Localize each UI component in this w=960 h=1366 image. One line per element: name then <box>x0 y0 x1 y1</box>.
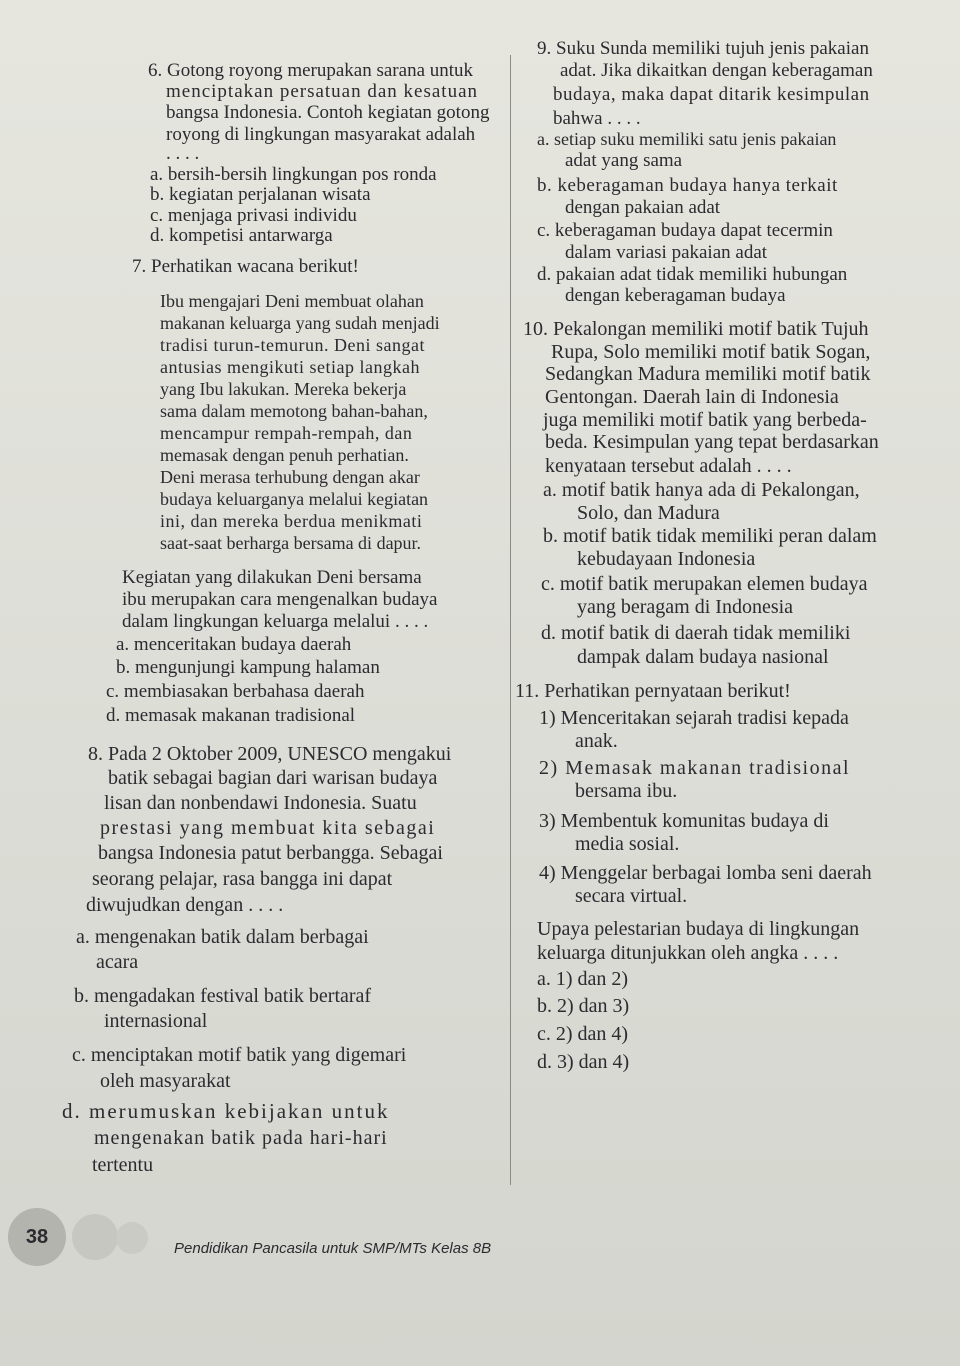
q6-stem-line: . . . . <box>166 143 200 164</box>
q10-stem-line: Sedangkan Madura memiliki motif batik <box>545 363 871 385</box>
decorative-circle <box>72 1214 118 1260</box>
q6-option-b[interactable]: b. kegiatan perjalanan wisata <box>150 184 371 205</box>
q11-question-line: Upaya pelestarian budaya di lingkungan <box>537 918 860 940</box>
q10-stem-line: 10. Pekalongan memiliki motif batik Tujuh <box>523 318 869 340</box>
q7-passage-line: ini, dan mereka berdua menikmati <box>160 511 423 531</box>
q9-option-a[interactable]: a. setiap suku memiliki satu jenis pakaian <box>537 129 837 149</box>
q10-option-d-cont: dampak dalam budaya nasional <box>577 646 829 668</box>
q7-passage-line: sama dalam memotong bahan-bahan, <box>160 401 428 421</box>
q11-option-c[interactable]: c. 2) dan 4) <box>537 1023 629 1045</box>
q11-statement-4: 4) Menggelar berbagai lomba seni daerah <box>539 862 872 884</box>
q10-stem-line: beda. Kesimpulan yang tepat berdasarkan <box>545 431 879 453</box>
q6-option-c[interactable]: c. menjaga privasi individu <box>150 205 357 226</box>
q10-stem-line: kenyataan tersebut adalah . . . . <box>545 455 792 477</box>
q7-option-b[interactable]: b. mengunjungi kampung halaman <box>116 657 380 678</box>
q6-stem-line: royong di lingkungan masyarakat adalah <box>166 124 476 145</box>
q7-stem: 7. Perhatikan wacana berikut! <box>132 256 359 277</box>
q9-stem-line: 9. Suku Sunda memiliki tujuh jenis pakaian <box>537 38 869 59</box>
q10-option-c-cont: yang beragam di Indonesia <box>577 596 794 618</box>
q10-option-b[interactable]: b. motif batik tidak memiliki peran dalam <box>543 525 877 547</box>
q6-stem-line: bangsa Indonesia. Contoh kegiatan gotong <box>166 102 490 123</box>
q11-statement-3: 3) Membentuk komunitas budaya di <box>539 810 829 832</box>
q10-option-b-cont: kebudayaan Indonesia <box>577 548 756 570</box>
q7-passage-line: makanan keluarga yang sudah menjadi <box>160 313 440 333</box>
q8-option-b[interactable]: b. mengadakan festival batik bertaraf <box>74 985 372 1007</box>
q7-option-a[interactable]: a. menceritakan budaya daerah <box>116 634 352 655</box>
q9-stem-line: adat. Jika dikaitkan dengan keberagaman <box>560 60 873 81</box>
q9-option-c-cont: dalam variasi pakaian adat <box>565 242 768 263</box>
q10-option-a-cont: Solo, dan Madura <box>577 502 720 524</box>
q8-option-c-cont: oleh masyarakat <box>100 1070 231 1092</box>
q8-stem-line: batik sebagai bagian dari warisan budaya <box>108 767 438 789</box>
q8-option-d-cont: mengenakan batik pada hari-hari <box>94 1127 388 1149</box>
q8-stem-line: seorang pelajar, rasa bangga ini dapat <box>92 868 393 890</box>
decorative-circle <box>116 1222 148 1254</box>
q6-option-d[interactable]: d. kompetisi antarwarga <box>150 225 333 246</box>
q7-passage-line: memasak dengan penuh perhatian. <box>160 445 409 465</box>
q8-option-a-cont: acara <box>96 951 139 973</box>
page-number: 38 <box>8 1208 66 1266</box>
q8-option-b-cont: internasional <box>104 1010 208 1032</box>
q10-stem-line: Rupa, Solo memiliki motif batik Sogan, <box>551 341 871 363</box>
q8-stem-line: prestasi yang membuat kita sebagai <box>100 817 436 839</box>
q8-stem-line: bangsa Indonesia patut berbangga. Sebagai <box>98 842 443 864</box>
q11-stem: 11. Perhatikan pernyataan berikut! <box>515 680 791 702</box>
q9-option-b[interactable]: b. keberagaman budaya hanya terkait <box>537 175 838 196</box>
q7-passage-line: antusias mengikuti setiap langkah <box>160 357 420 377</box>
q9-stem-line: budaya, maka dapat ditarik kesimpulan <box>553 84 870 105</box>
q8-option-c[interactable]: c. menciptakan motif batik yang digemari <box>72 1044 407 1066</box>
q11-statement-4-cont: secara virtual. <box>575 885 688 907</box>
q6-option-a[interactable]: a. bersih-bersih lingkungan pos ronda <box>150 164 437 185</box>
q7-passage-line: Deni merasa terhubung dengan akar <box>160 467 420 487</box>
q11-option-a[interactable]: a. 1) dan 2) <box>537 968 629 990</box>
q7-question-line: Kegiatan yang dilakukan Deni bersama <box>122 567 422 588</box>
q8-option-d-cont: tertentu <box>92 1154 154 1176</box>
q6-stem-line: menciptakan persatuan dan kesatuan <box>166 81 479 102</box>
q10-stem-line: Gentongan. Daerah lain di Indonesia <box>545 386 839 408</box>
q9-option-b-cont: dengan pakaian adat <box>565 197 721 218</box>
q10-stem-line: juga memiliki motif batik yang berbeda- <box>543 409 867 431</box>
q11-statement-2: 2) Memasak makanan tradisional <box>539 757 851 779</box>
q7-passage-line: mencampur rempah-rempah, dan <box>160 423 413 443</box>
q7-passage-line: budaya keluarganya melalui kegiatan <box>160 489 429 509</box>
q7-passage-line: yang Ibu lakukan. Mereka bekerja <box>160 379 407 399</box>
q11-option-b[interactable]: b. 2) dan 3) <box>537 995 630 1017</box>
q6-stem-line: 6. Gotong royong merupakan sarana untuk <box>148 60 474 81</box>
q11-question-line: keluarga ditunjukkan oleh angka . . . . <box>537 942 839 964</box>
q11-statement-2-cont: bersama ibu. <box>575 780 678 802</box>
column-divider <box>510 55 511 1185</box>
q11-statement-1: 1) Menceritakan sejarah tradisi kepada <box>539 707 849 729</box>
q7-passage-line: saat-saat berharga bersama di dapur. <box>160 533 422 553</box>
q8-option-a[interactable]: a. mengenakan batik dalam berbagai <box>76 926 369 948</box>
q9-stem-line: bahwa . . . . <box>553 108 641 129</box>
q7-question-line: dalam lingkungan keluarga melalui . . . . <box>122 611 429 632</box>
q9-option-c[interactable]: c. keberagaman budaya dapat tecermin <box>537 220 833 241</box>
q8-stem-line: lisan dan nonbendawi Indonesia. Suatu <box>104 792 417 814</box>
q10-option-c[interactable]: c. motif batik merupakan elemen budaya <box>541 573 868 595</box>
q11-option-d[interactable]: d. 3) dan 4) <box>537 1051 630 1073</box>
q9-option-a-cont: adat yang sama <box>565 150 683 171</box>
q8-stem-line: 8. Pada 2 Oktober 2009, UNESCO mengakui <box>88 743 452 765</box>
q11-statement-3-cont: media sosial. <box>575 833 680 855</box>
q8-option-d[interactable]: d. merumuskan kebijakan untuk <box>62 1099 390 1123</box>
q9-option-d-cont: dengan keberagaman budaya <box>565 285 786 306</box>
q7-passage-line: tradisi turun-temurun. Deni sangat <box>160 335 425 355</box>
q7-option-d[interactable]: d. memasak makanan tradisional <box>106 705 356 726</box>
q10-option-a[interactable]: a. motif batik hanya ada di Pekalongan, <box>543 479 860 501</box>
q7-passage-line: Ibu mengajari Deni membuat olahan <box>160 291 424 311</box>
q8-stem-line: diwujudkan dengan . . . . <box>86 894 284 916</box>
q7-question-line: ibu merupakan cara mengenalkan budaya <box>122 589 438 610</box>
q7-option-c[interactable]: c. membiasakan berbahasa daerah <box>106 681 365 702</box>
q10-option-d[interactable]: d. motif batik di daerah tidak memiliki <box>541 622 851 644</box>
book-title: Pendidikan Pancasila untuk SMP/MTs Kelas 8B <box>174 1240 492 1257</box>
q9-option-d[interactable]: d. pakaian adat tidak memiliki hubungan <box>537 264 848 285</box>
q11-statement-1-cont: anak. <box>575 730 618 752</box>
